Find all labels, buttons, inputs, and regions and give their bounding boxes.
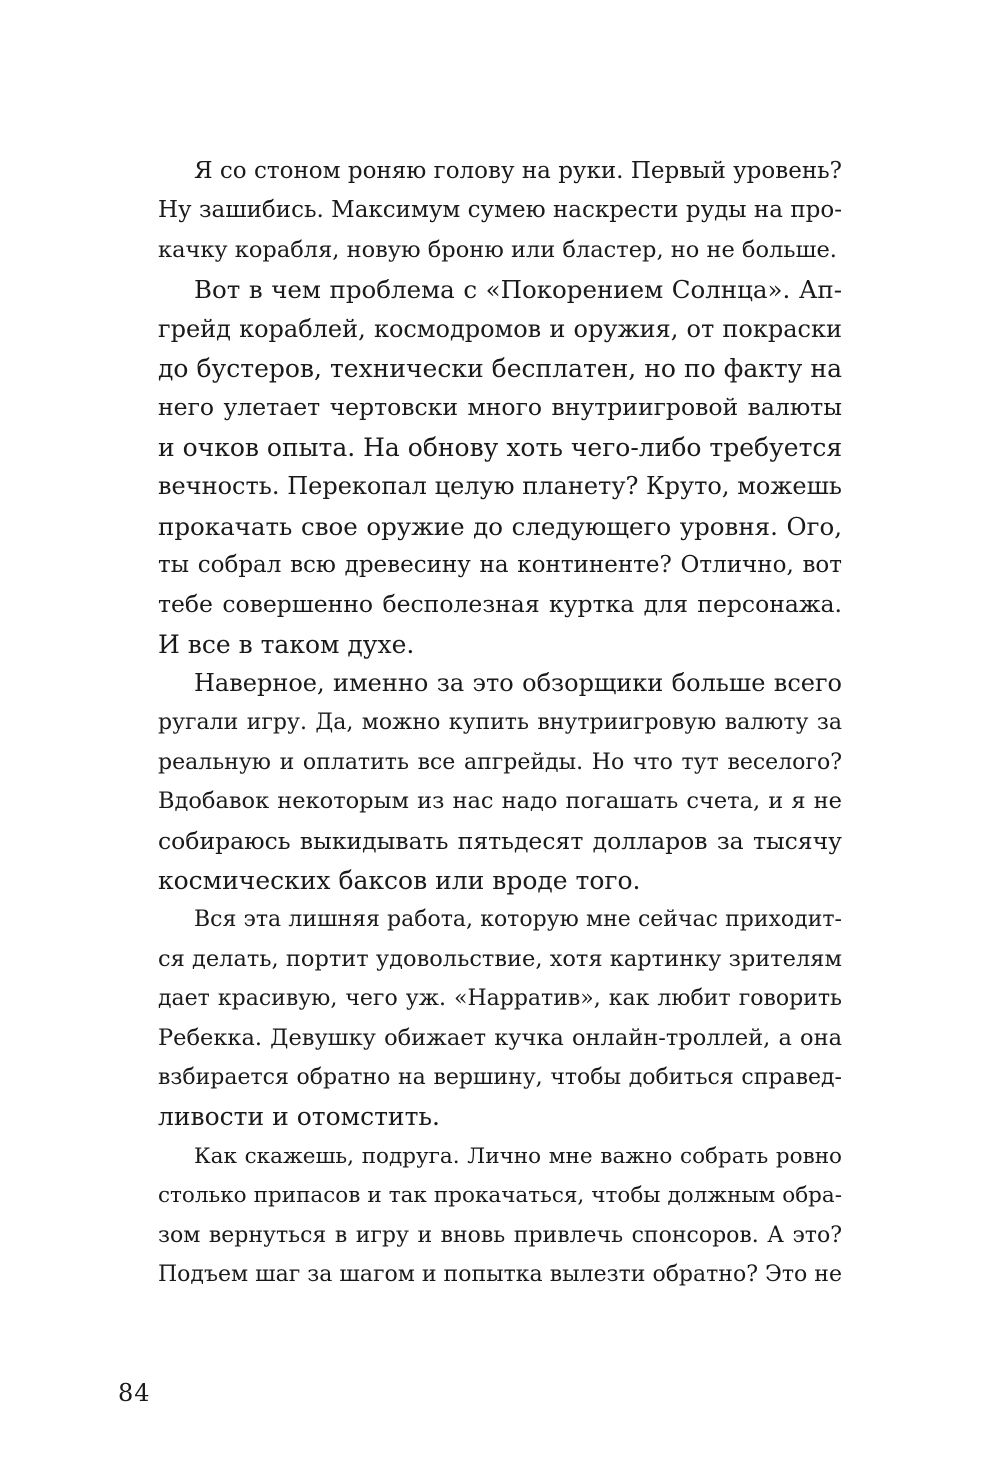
text-line: зом вернуться в игру и вновь привлечь спонсоров. А это? (158, 1222, 842, 1248)
body-text (158, 152, 842, 1294)
text-line: вечность. Перекопал целую планету? Круто, можешь (158, 472, 842, 501)
text-line: ругали игру. Да, можно купить внутриигровую валюту за (158, 710, 842, 736)
text-line: Вся эта лишняя работа, которую мне сейчас приходит- (194, 907, 842, 933)
text-line: дает красивую, чего уж. «Нарратив», как любит говорить (158, 986, 842, 1012)
text-line: до бустеров, технически бесплатен, но по факту на (158, 353, 842, 383)
text-line: него улетает чертовски много внутриигровой валюты (158, 393, 842, 422)
text-line: Я со стоном роняю голову на руки. Первый уровень? (194, 158, 842, 184)
text-line: Вот в чем проблема с «Покорением Солнца». Ап- (194, 275, 842, 305)
text-line: ты собрал всю древесину на континенте? Отлично, вот (158, 551, 842, 578)
text-line: прокачать свое оружие до следующего уровня. Ого, (158, 511, 842, 541)
text-line: ся делать, портит удовольствие, хотя картинку зрителям (158, 945, 842, 972)
text-line: Как скажешь, подруга. Лично мне важно собрать ровно (194, 1143, 842, 1169)
text-line: ливости и отомстить. (158, 1102, 440, 1132)
text-line: собираюсь выкидывать пятьдесят долларов за тысячу (158, 826, 842, 855)
page-number: 84 (118, 1379, 151, 1407)
text-line: космических баксов или вроде того. (158, 866, 641, 896)
text-line: И все в таком духе. (158, 629, 415, 659)
text-line: и очков опыта. На обнову хоть чего-либо требуется (158, 432, 842, 462)
text-line: столько припасов и так прокачаться, чтобы должным обра- (158, 1183, 842, 1209)
text-line: тебе совершенно бесполезная куртка для персонажа. (158, 590, 842, 619)
text-line: Вдобавок некоторым из нас надо погашать счета, и я не (158, 788, 842, 815)
text-line: качку корабля, новую броню или бластер, но не больше. (158, 236, 837, 263)
text-line: Ну зашибись. Максимум сумею наскрести руды на про- (158, 197, 842, 224)
text-line: Подъем шаг за шагом и попытка вылезти обратно? Это не (158, 1261, 842, 1287)
text-line: Наверное, именно за это обзорщики больше всего (194, 669, 842, 698)
text-line: реальную и оплатить все апгрейды. Но что тут веселого? (158, 749, 842, 775)
text-line: взбирается обратно на вершину, чтобы добиться справед- (158, 1064, 842, 1090)
text-line: Ребекка. Девушку обижает кучка онлайн-троллей, а она (158, 1024, 842, 1051)
text-line: грейд кораблей, космодромов и оружия, от покраски (158, 314, 842, 343)
